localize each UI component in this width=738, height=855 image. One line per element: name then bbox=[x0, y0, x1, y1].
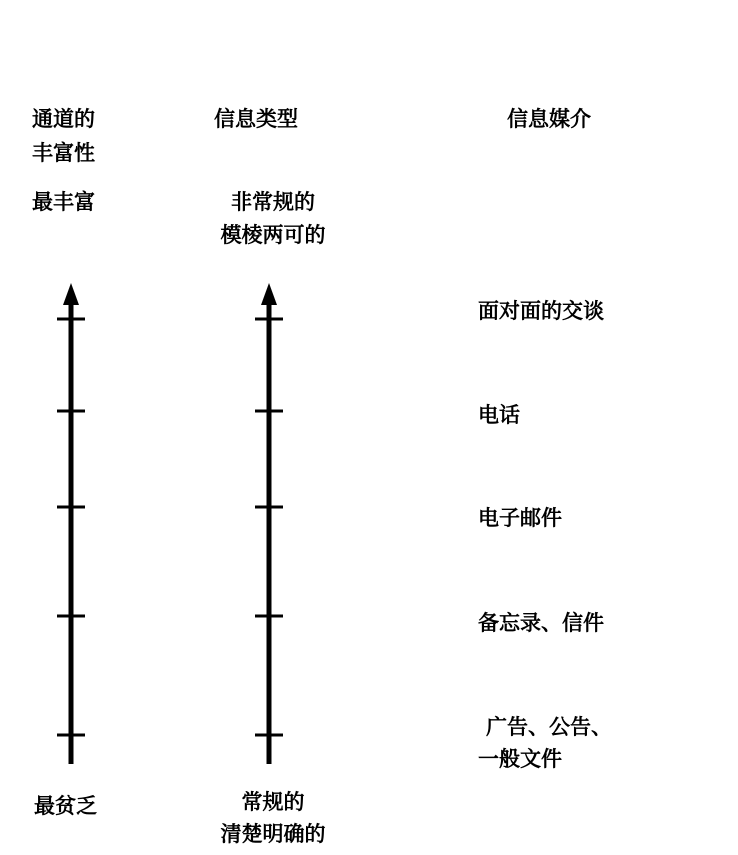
info-type-arrowhead bbox=[261, 283, 277, 305]
info-type-bottom-label-line2: 清楚明确的 bbox=[220, 822, 326, 846]
media-item-documents-line1: 广告、公告、 bbox=[486, 715, 612, 739]
richness-scale bbox=[57, 283, 85, 764]
media-item-email: 电子邮件 bbox=[478, 506, 562, 530]
richness-header-line1: 通道的 bbox=[32, 107, 95, 131]
info-type-bottom-label-line1: 常规的 bbox=[241, 790, 305, 814]
media-item-documents-line2: 一般文件 bbox=[478, 747, 562, 771]
media-item-face-to-face: 面对面的交谈 bbox=[478, 299, 604, 323]
richness-top-label: 最丰富 bbox=[32, 190, 95, 214]
media-header: 信息媒介 bbox=[507, 107, 591, 131]
info-type-header: 信息类型 bbox=[214, 107, 298, 131]
info-type-top-label-line1: 非常规的 bbox=[231, 190, 315, 214]
info-type-top-label-line2: 模棱两可的 bbox=[220, 223, 326, 247]
richness-arrowhead bbox=[63, 283, 79, 305]
richness-bottom-label: 最贫乏 bbox=[34, 794, 97, 818]
media-item-telephone: 电话 bbox=[478, 403, 520, 427]
richness-header-line2: 丰富性 bbox=[32, 141, 95, 165]
info-type-scale bbox=[255, 283, 283, 764]
media-item-memo-letter: 备忘录、信件 bbox=[478, 611, 604, 635]
